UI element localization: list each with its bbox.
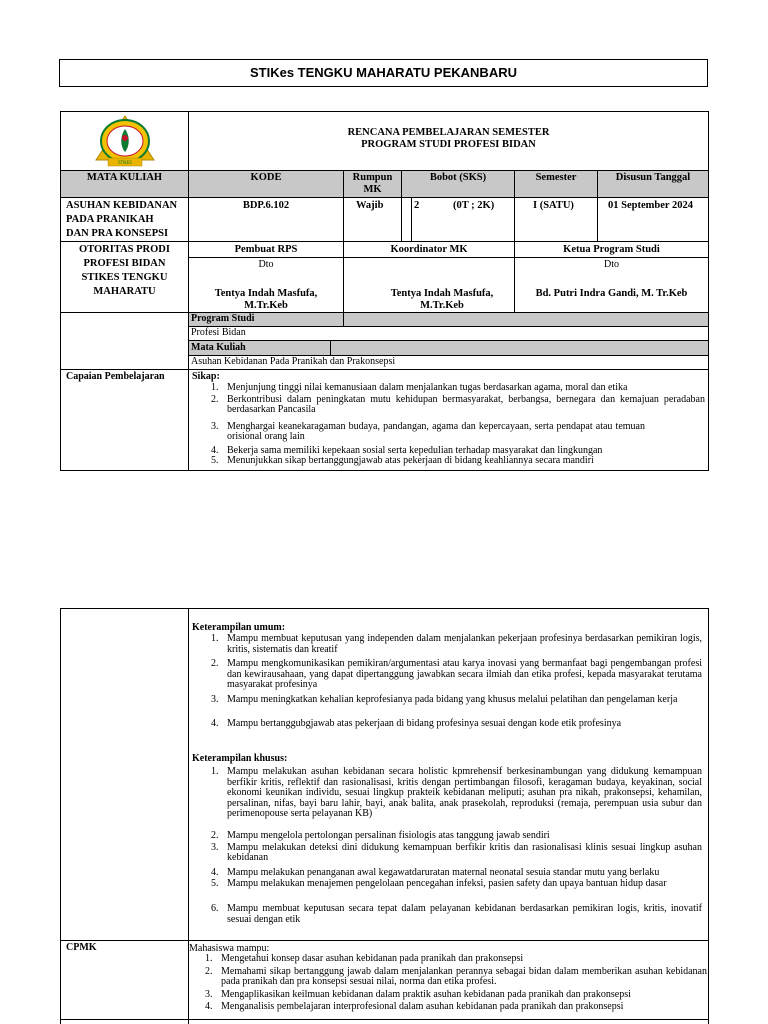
- list-item: 1. Menjunjung tinggi nilai kemanusiaan dalam menjalankan tugas berdasarkan agama, moral dan etika: [211, 382, 628, 393]
- rumpun-value: Wajib: [356, 200, 384, 211]
- col-bobot: Bobot (SKS): [429, 172, 487, 183]
- list-item: 2. Mampu mengkomunikasikan pemikiran/argumentasi atau karya inovasi yang bermanfaat bagi pengembangan profesi dan kewirausahaan, yang dapat dipertanggung jawabkan secara ilmiah dan etika profesi, kepada masyarakat terutama masyarakat profesinya: [211, 658, 702, 690]
- list-item: 3. Mengaplikasikan keilmuan kebidanan dalam praktik asuhan kebidanan pada pranikah dan prakonsepsi: [205, 988, 631, 1000]
- svg-text:STIKES: STIKES: [118, 160, 132, 165]
- ketua-label: Ketua Program Studi: [563, 244, 660, 255]
- mk-label: Mata Kuliah: [191, 342, 246, 353]
- cpmk-intro: Mahasiswa mampu:: [189, 943, 270, 954]
- pembuat-title: M.Tr.Keb: [244, 300, 288, 311]
- otoritas-line4: MAHARATU: [93, 286, 156, 297]
- kode-value: BDP.6.102: [242, 200, 290, 211]
- pembuat-rps-label: Pembuat RPS: [234, 244, 298, 255]
- dto-pembuat: Dto: [258, 259, 274, 270]
- koordinator-label: Koordinator MK: [390, 244, 468, 255]
- list-item: 3. Menghargai keanekaragaman budaya, pandangan, agama dan kepercayaan, serta pendapat atau temuan orisional orang lain: [211, 420, 645, 442]
- list-item: 3. Mampu meningkatkan kehalian keprofesianya pada bidang yang khusus melalui pelatihan dan pengelaman kerja: [211, 693, 678, 705]
- list-item: 4. Mampu melakukan penanganan awal kegawatdaruratan maternal neonatal sesuia standar mutu yang berlaku: [211, 866, 660, 878]
- otoritas-line2: PROFESI BIDAN: [83, 258, 166, 269]
- ketua-name: Bd. Putri Indra Gandi, M. Tr.Keb: [535, 288, 688, 299]
- doc-subtitle: PROGRAM STUDI PROFESI BIDAN: [361, 139, 536, 150]
- semester-value: I (SATU): [533, 200, 574, 211]
- cpmk-label: CPMK: [66, 942, 97, 953]
- mk-name-line1: ASUHAN KEBIDANAN: [66, 200, 178, 211]
- mk-name-line2: PADA PRANIKAH: [66, 214, 154, 225]
- list-item: 1. Mengetahui konsep dasar asuhan kebidanan pada pranikah dan prakonsepsi: [205, 953, 524, 964]
- list-item: 2. Berkontribusi dalam peningkatan mutu kehidupan bermasyarakat, berbangsa, bernegara dan kemajuan peradaban berdasarkan Pancasila: [211, 393, 705, 415]
- list-item: 1. Mampu membuat keputusan yang independen dalam menjalankan pekerjaan profesinya berdasarkan pemikiran logis, kritis, sistematis dan kreatif: [211, 633, 702, 655]
- ket-umum-title: Keterampilan umum:: [192, 622, 286, 633]
- list-item: 1. Mampu melakukan asuhan kebidanan secara holistic kpmrehensif berkesinambungan yang didukung kemampuan berfikir kritis, reflektif dan rasionalisasi, kritis dengan pertimbangan filosofi, keragaman budaya, keyakinan, social ekonomi keunikan individu, sesuai lingkup prakteik kebidanan meliputi; asuhan pra nikah, prakonsepsi, kehamilan, persalinan, nifas, bayi baru lahir, bayi, anak balita, anak prasekolah, reproduksi (remaja, perempuan usia subur dan perimenopouse serta pelayanan KB): [211, 766, 702, 819]
- list-item: 4. Mampu bertanggubgjawab atas pekerjaan di bidang profesinya sesuai dengan kode etik profesinya: [211, 717, 622, 729]
- col-rumpun: Rumpun MK: [352, 172, 393, 195]
- list-item: 2. Mampu mengelola pertolongan persalinan fisiologis atas tanggung jawab sendiri: [211, 830, 550, 841]
- cpmk-list: [186, 954, 707, 1013]
- header-title: STIKes TENGKU MAHARATU PEKANBARU: [250, 65, 517, 80]
- list-item: 5. Menunjukkan sikap bertanggungjawab atas pekerjaan di bidang keahliannya secara mandiri: [211, 455, 594, 466]
- list-item: 3. Mampu melakukan deteksi dini didukung kemampuan berfikir kritis dan rasionalisasi klinis sesuai lingkup asuhan kebidanan: [211, 841, 702, 863]
- mk-name-line3: DAN PRA KONSEPSI: [66, 228, 169, 239]
- list-item: 2. Memahami sikap bertanggung jawab dalam menjalankan perannya sebagai bidan dalam memberikan asuhan kebidanan pada pranikah dan pra konsepsi sesuai nilai, norma dan etika profesi.: [205, 965, 707, 987]
- list-item: 4. Bekerja sama memiliki kepekaan sosial serta kepedulian terhadap masyarakat dan lingkungan: [211, 444, 603, 456]
- ket-khusus-list: [192, 767, 702, 925]
- otoritas-line1: OTORITAS PRODI: [79, 244, 170, 255]
- capaian-label: Capaian Pembelajaran: [66, 371, 165, 382]
- sks-detail: (0T ; 2K): [453, 200, 495, 211]
- col-kode: KODE: [250, 172, 282, 183]
- sikap-title: Sikap:: [192, 371, 220, 382]
- koordinator-name: Tentya Indah Masfufa,: [390, 288, 494, 299]
- list-item: 4. Menganalisis pembelajaran interprofesional dalam asuhan kebidanan pada pranikah dan prakonsepsi: [205, 1001, 624, 1012]
- doc-title: RENCANA PEMBELAJARAN SEMESTER: [347, 127, 550, 138]
- otoritas-line3: STIKES TENGKU: [81, 272, 168, 283]
- koordinator-title: M.Tr.Keb: [420, 300, 464, 311]
- col-mata-kuliah: MATA KULIAH: [86, 172, 163, 183]
- col-disusun: Disusun Tanggal: [615, 172, 691, 183]
- tanggal-value: 01 September 2024: [608, 200, 693, 211]
- dto-ketua: Dto: [604, 259, 619, 270]
- mk-value: Asuhan Kebidanan Pada Pranikah dan Prakonsepsi: [191, 356, 396, 367]
- col-semester: Semester: [535, 172, 577, 183]
- list-item: 5. Mampu melakukan menajemen pengelolaan pencegahan infeksi, pasien safety dan upaya bantuan hidup dasar: [211, 878, 667, 889]
- pembuat-name: Tentya Indah Masfufa,: [214, 288, 318, 299]
- sks-value: 2: [414, 200, 420, 211]
- ket-khusus-title: Keterampilan khusus:: [192, 753, 288, 764]
- list-item: 6. Mampu membuat keputusan secara tepat dalam pelayanan kebidanan berdasarkan pemikiran logis, kritis, inovatif sesuai dengan etik: [211, 903, 702, 925]
- ket-umum-list: [192, 634, 702, 729]
- prodi-value: Profesi Bidan: [191, 327, 246, 338]
- prodi-label: Program Studi: [191, 313, 255, 324]
